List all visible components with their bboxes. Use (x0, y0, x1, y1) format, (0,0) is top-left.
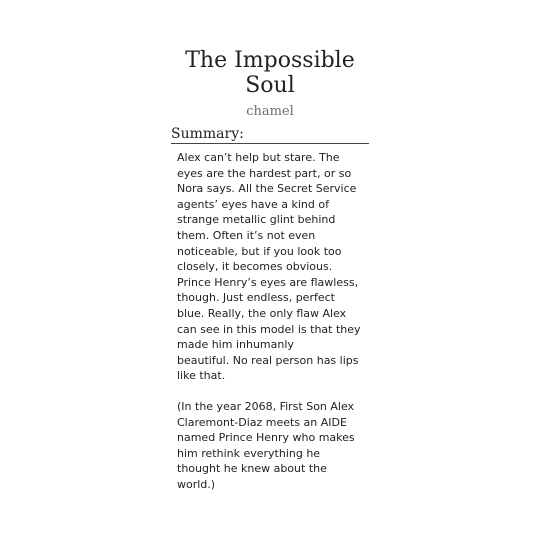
work-title (0, 48, 540, 98)
work-title-text: The Impossible Soul (185, 48, 355, 98)
summary-heading: Summary: (171, 126, 369, 144)
summary-paragraph: Alex can’t help but stare. The eyes are the hardest part, or so Nora says. All the Secret Service agents’ eyes have a kind of strange metallic glint behind them. Often it’s not even noticeable, but if you look too closely, it becomes obvious. Prince Henry’s eyes are flawless, though. Just endless, perfect blue. Really, the only flaw Alex can see in this model is that they made him inhumanly beautiful. No real person has lips like that. (177, 151, 361, 383)
summary-paragraph: (In the year 2068, First Son Alex Claremont-Diaz meets an AIDE named Prince Henry who makes him rethink everything he thought he knew about the world.) (177, 399, 355, 491)
work-author: chamel (246, 104, 294, 119)
summary-body (177, 150, 367, 492)
